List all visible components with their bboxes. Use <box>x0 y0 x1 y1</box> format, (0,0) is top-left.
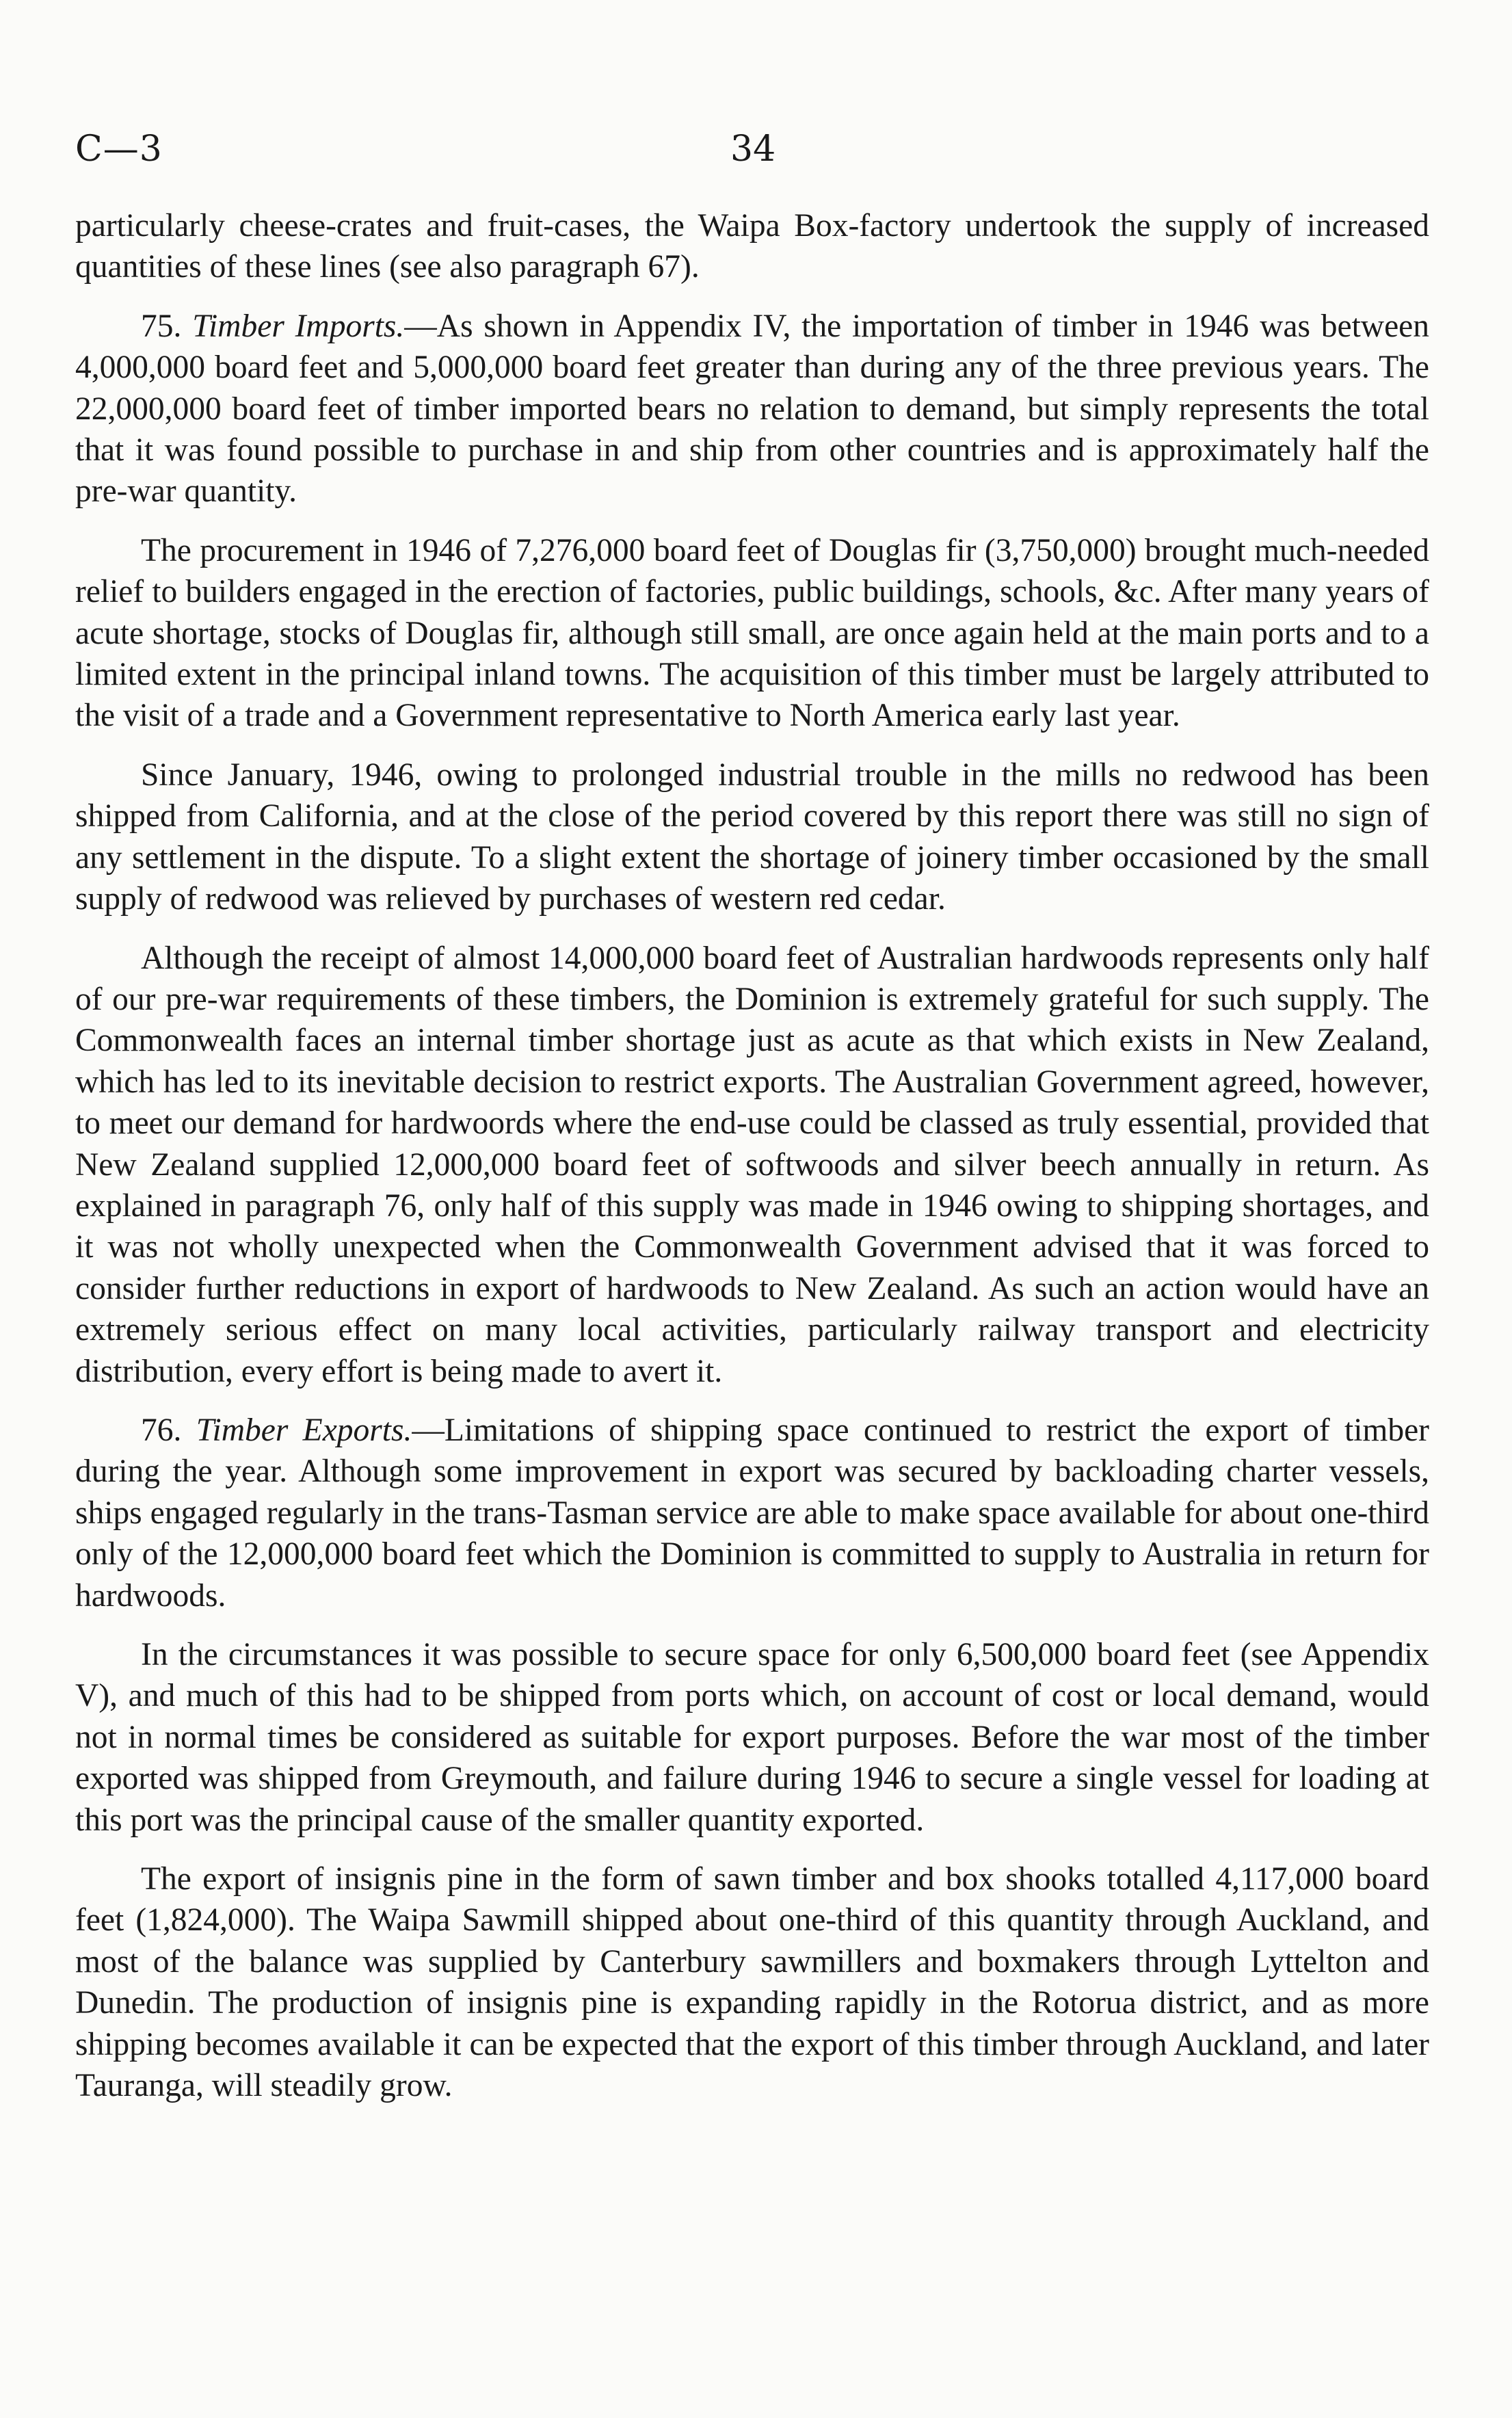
paragraph-continuation <box>75 205 1429 288</box>
paragraph-75 <box>75 306 1429 512</box>
paragraph-number: 75. <box>141 308 182 344</box>
page-number: 34 <box>730 129 776 170</box>
paragraph <box>75 530 1429 737</box>
paragraph-text: Since January, 1946, owing to prolonged industrial trouble in the mills no redwood has been shipped from California, and at the close of the period covered by this report there was still no sign of any settlement in the dispute. To a slight extent the shortage of joinery timber occasioned by the small supply of redwood was relieved by purchases of western red cedar. <box>75 757 1429 917</box>
paragraph-text: The procurement in 1946 of 7,276,000 board feet of Douglas fir (3,750,000) brought much-needed relief to builders engaged in the erection of factories, public buildings, schools, &c. After many years of acute shortage, stocks of Douglas fir, although still small, are once again held at the main ports and to a limited extent in the principal inland towns. The acquisition of this timber must be largely attributed to the visit of a trade and a Government representative to North America early last year. <box>75 532 1429 734</box>
page-header <box>75 129 1436 183</box>
paragraph-text: The export of insignis pine in the form of sawn timber and box shooks totalled 4,117,000 board feet (1,824,000). The Waipa Sawmill shipped about one-third of this quantity through Auckland, and most of the balance was supplied by Canterbury sawmillers and boxmakers through Lyttelton and Dunedin. The production of insignis pine is expanding rapidly in the Rotorua district, and as more shipping becomes available it can be expected that the export of this timber through Auckland, and later Tauranga, will steadily grow. <box>75 1861 1429 2104</box>
paragraph-text: —Limitations of shipping space continued to restrict the export of timber during the year. Although some improvement in export was secured by backloading charter vessels, ships engaged regularly in the trans-Tasman service are able to make space available for about one-third only of the 12,000,000 board feet which the Dominion is committed to supply to Australia in return for hardwoods. <box>75 1412 1429 1614</box>
paragraph <box>75 938 1429 1392</box>
paragraph-76 <box>75 1410 1429 1616</box>
document-reference: C—3 <box>75 129 163 170</box>
paragraph <box>75 1634 1429 1841</box>
paragraph-text: In the circumstances it was possible to secure space for only 6,500,000 board feet (see Appendix V), and much of this had to be shipped from ports which, on account of cost or local demand, would not in normal times be considered as suitable for export purposes. Before the war most of the timber exported was shipped from Greymouth, and failure during 1946 to secure a single vessel for loading at this port was the principal cause of the smaller quantity exported. <box>75 1637 1429 1838</box>
paragraph-text: —As shown in Appendix IV, the importation of timber in 1946 was between 4,000,000 board feet and 5,000,000 board feet greater than during any of the three previous years. The 22,000,000 board feet of timber imported bears no relation to demand, but simply represents the total that it was found possible to purchase in and ship from other countries and is approximately half the pre-war quantity. <box>75 308 1430 510</box>
paragraph-number: 76. <box>141 1412 182 1448</box>
paragraph-heading: Timber Imports. <box>192 308 405 344</box>
paragraph-heading: Timber Exports. <box>196 1412 412 1448</box>
body-text <box>75 205 1429 2106</box>
paragraph-text: particularly cheese-crates and fruit-cases, the Waipa Box-factory undertook the supply of increased quantities of these lines (see also paragraph 67). <box>75 208 1429 285</box>
paragraph <box>75 754 1429 920</box>
paragraph-text: Although the receipt of almost 14,000,000 board feet of Australian hardwoods represents only half of our pre-war requirements of these timbers, the Dominion is extremely grateful for such supply. The Commonwealth faces an internal timber shortage just as acute as that which exists in New Zealand, which has led to its inevitable decision to restrict exports. The Australian Government agreed, however, to meet our demand for hardwoords where the end-use could be classed as truly essential, provided that New Zealand supplied 12,000,000 board feet of softwoods and silver beech annually in return. As explained in paragraph 76, only half of this supply was made in 1946 owing to shipping shortages, and it was not wholly unexpected when the Commonwealth Government advised that it was forced to consider further reductions in export of hardwoods to New Zealand. As such an action would have an extremely serious effect on many local activities, particularly railway transport and electricity distribution, every effort is being made to avert it. <box>75 940 1429 1389</box>
paragraph <box>75 1858 1429 2106</box>
